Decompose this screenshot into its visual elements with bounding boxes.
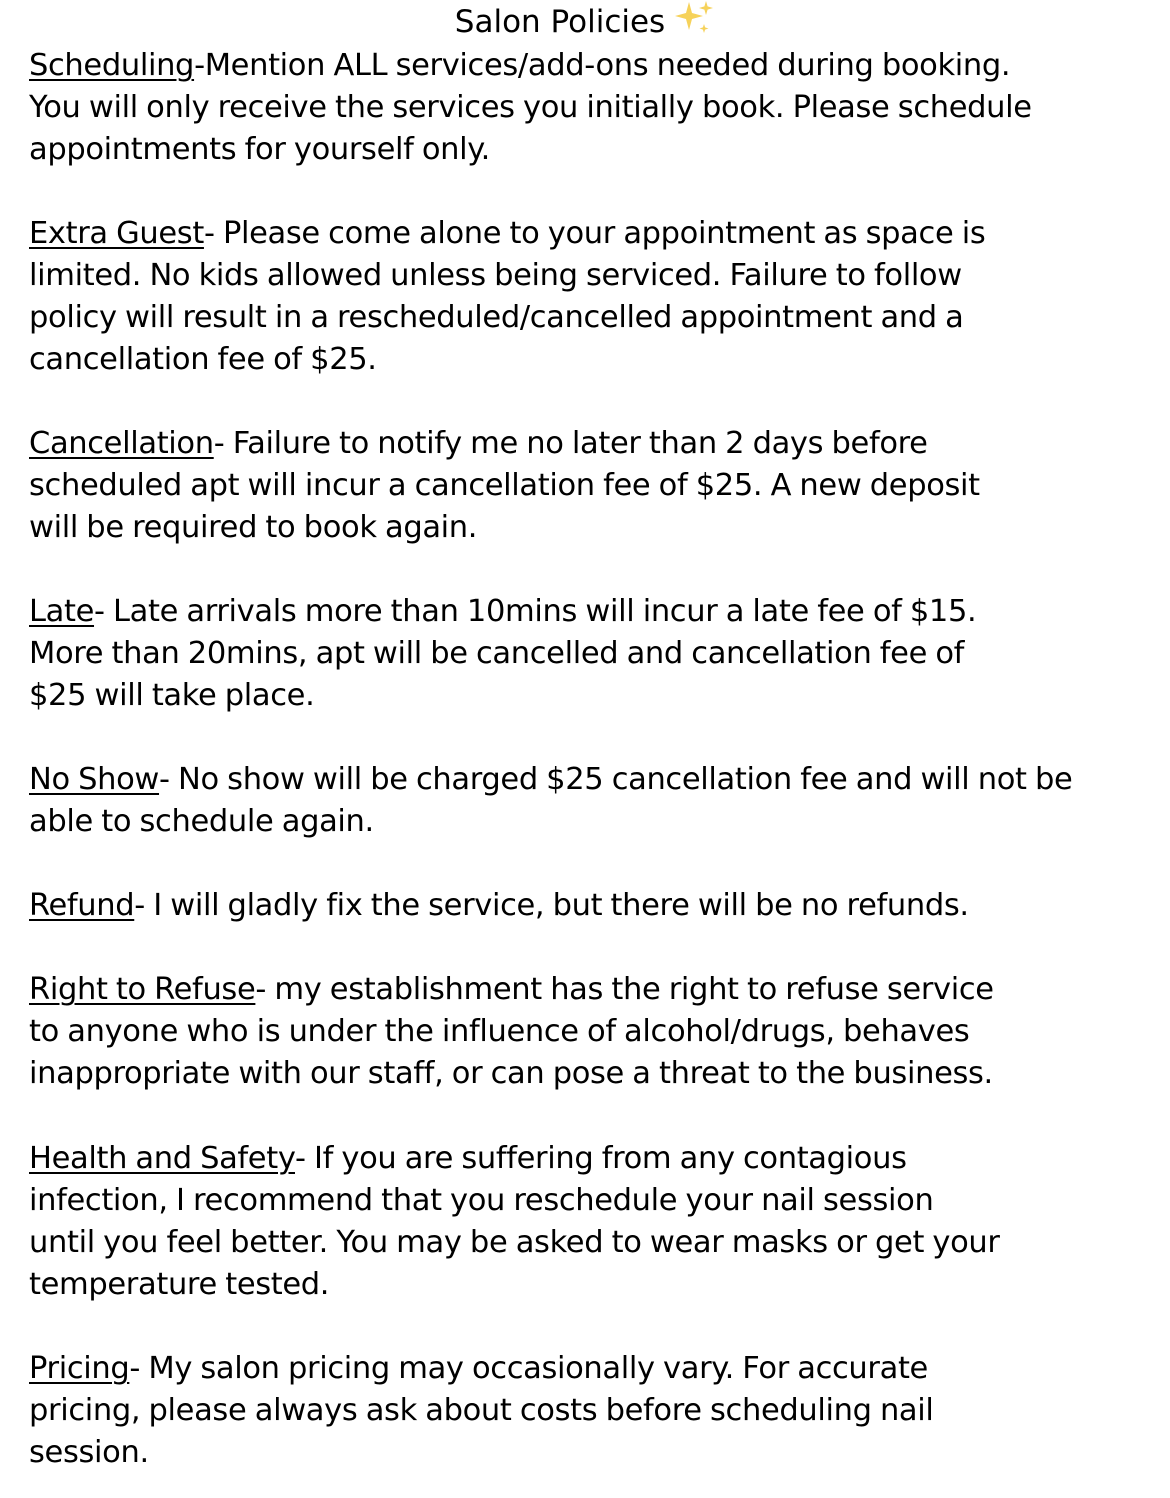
policy-health-and-safety [29, 1138, 1141, 1306]
policy-heading: Health and Safety [29, 1141, 295, 1176]
policy-text-line: policy will result in a rescheduled/cancelled appointment and a [29, 300, 964, 335]
policy-heading: Pricing [29, 1351, 130, 1386]
policy-heading: Scheduling [29, 48, 195, 83]
policy-text-line: session. [29, 1435, 149, 1470]
policy-text-line: will be required to book again. [29, 510, 478, 545]
policy-text-line: - my establishment has the right to refuse service [255, 972, 994, 1007]
sparkles-icon [673, 0, 715, 45]
policy-text-line: $25 will take place. [29, 678, 315, 713]
policy-text-line: - No show will be charged $25 cancellation fee and will not be [159, 762, 1073, 797]
policy-cancellation [29, 423, 1141, 549]
page-title-row [0, 0, 1170, 40]
policy-heading: Late [29, 594, 95, 629]
policy-heading: Refund [29, 888, 135, 923]
policy-scheduling [29, 45, 1141, 171]
policy-text-line: -Mention ALL services/add-ons needed during booking. [194, 48, 1011, 83]
policy-text-line: You will only receive the services you initially book. Please schedule [29, 90, 1032, 125]
policy-text-line: inappropriate with our staff, or can pose a threat to the business. [29, 1056, 993, 1091]
policy-heading: No Show [29, 762, 160, 797]
policy-text-line: - Failure to notify me no later than 2 days before [213, 426, 928, 461]
policy-text-line: temperature tested. [29, 1267, 330, 1302]
page-title: Salon Policies [454, 4, 666, 40]
policy-text-line: - I will gladly fix the service, but there will be no refunds. [134, 888, 969, 923]
policy-text-line: More than 20mins, apt will be cancelled and cancellation fee of [29, 636, 965, 671]
policy-heading: Right to Refuse [29, 972, 256, 1007]
policy-text-line: until you feel better. You may be asked to wear masks or get your [29, 1225, 1000, 1260]
policy-heading: Cancellation [29, 426, 214, 461]
policy-text-line: - Late arrivals more than 10mins will incur a late fee of $15. [94, 594, 977, 629]
policy-text-line: able to schedule again. [29, 804, 374, 839]
policy-late [29, 591, 1141, 717]
policy-text-line: appointments for yourself only. [29, 132, 490, 167]
policy-right-to-refuse [29, 969, 1141, 1095]
policy-text-line: pricing, please always ask about costs before scheduling nail [29, 1393, 934, 1428]
policy-text-line: - Please come alone to your appointment as space is [203, 216, 986, 251]
policy-text-line: to anyone who is under the influence of alcohol/drugs, behaves [29, 1014, 970, 1049]
policy-extra-guest [29, 213, 1141, 381]
policy-text-line: infection, I recommend that you reschedule your nail session [29, 1183, 934, 1218]
policy-text-line: cancellation fee of $25. [29, 342, 377, 377]
policy-text-line: - My salon pricing may occasionally vary. For accurate [129, 1351, 928, 1386]
policy-text-line: scheduled apt will incur a cancellation fee of $25. A new deposit [29, 468, 980, 503]
policy-refund [29, 885, 1141, 927]
policy-text-line: limited. No kids allowed unless being serviced. Failure to follow [29, 258, 962, 293]
policy-no-show [29, 759, 1141, 843]
policy-text-line: - If you are suffering from any contagious [295, 1141, 907, 1176]
policy-pricing [29, 1348, 1141, 1474]
policy-heading: Extra Guest [29, 216, 204, 251]
